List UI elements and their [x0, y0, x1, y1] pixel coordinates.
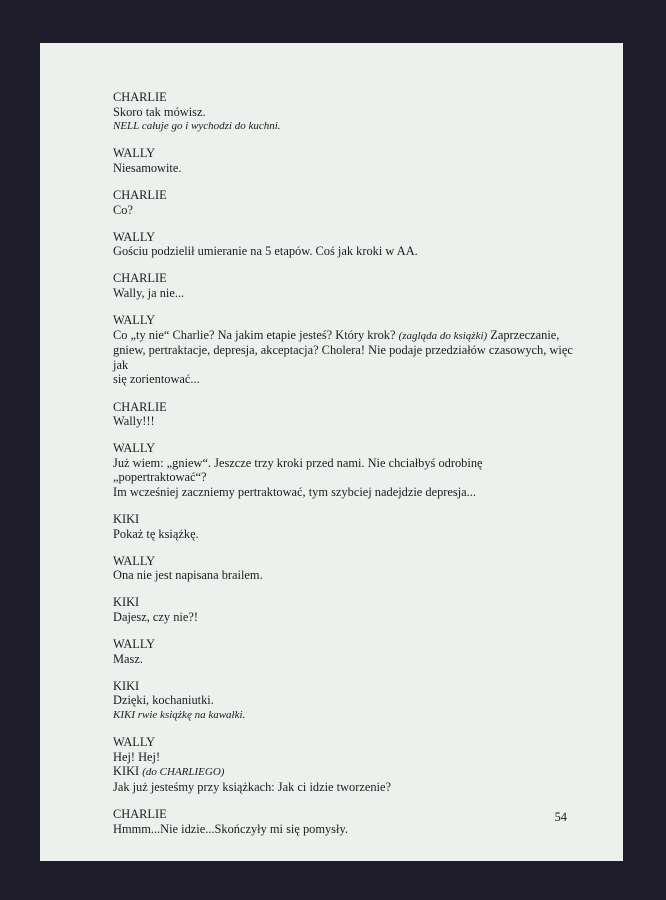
dialogue-line: się zorientować... — [113, 372, 200, 387]
speaker-name: WALLY — [113, 313, 156, 328]
dialogue-line: Wally, ja nie... — [113, 285, 185, 300]
page-number: 54 — [554, 810, 567, 824]
speaker-name: CHARLIE — [113, 187, 167, 202]
dialogue-block — [113, 400, 583, 429]
stage-direction: (do CHARLIEGO) — [142, 766, 225, 779]
speaker-name: WALLY — [113, 637, 156, 652]
dialogue-block — [113, 230, 583, 259]
stage-direction: (zagląda do książki) — [398, 329, 488, 342]
dialogue-block — [113, 271, 583, 300]
dialogue-line: Skoro tak mówisz. — [113, 104, 206, 119]
dialogue-block — [113, 441, 583, 499]
dialogue-line: Pokaż tę książkę. — [113, 526, 199, 541]
dialogue-block — [113, 679, 583, 723]
dialogue-line: Jak już jesteśmy przy książkach: Jak ci idzie tworzenie? — [113, 779, 391, 794]
stage-direction: KIKI rwie książkę na kawałki. — [113, 709, 246, 721]
dialogue-line: Gościu podzielił umieranie na 5 etapów. Coś jak kroki w AA. — [113, 244, 418, 259]
stage-direction: NELL całuje go i wychodzi do kuchni. — [113, 120, 281, 133]
speaker-name: WALLY — [113, 553, 156, 568]
dialogue-line: gniew, pertraktacje, depresja, akceptacja? Cholera! Nie podaje przedziałów czasowych, więc jak — [113, 343, 573, 372]
dialogue-block — [113, 735, 583, 794]
dialogue-block — [113, 637, 583, 666]
dialogue-block — [113, 554, 583, 583]
dialogue-line: Masz. — [113, 651, 143, 666]
script-text — [113, 90, 583, 849]
speaker-name: WALLY — [113, 146, 156, 161]
dialogue-line: „popertraktować“? — [113, 470, 207, 485]
dialogue-line: Hmmm...Nie idzie...Skończyły mi się pomysły. — [113, 821, 348, 836]
dialogue-block — [113, 146, 583, 175]
dialogue-line: Wally!!! — [113, 414, 155, 429]
dialogue-line: Hej! Hej! — [113, 749, 161, 764]
dialogue-text: Co „ty nie“ Charlie? Na jakim etapie jesteś? Który krok? — [113, 327, 399, 342]
dialogue-line: Niesamowite. — [113, 160, 182, 175]
speaker-name: KIKI — [113, 678, 140, 693]
dialogue-line: Ona nie jest napisana brailem. — [113, 568, 263, 583]
dialogue-line: Dzięki, kochaniutki. — [113, 693, 214, 708]
dialogue-line: Dajesz, czy nie?! — [113, 610, 198, 625]
dialogue-block — [113, 512, 583, 541]
speaker-name: KIKI — [113, 764, 140, 779]
speaker-line — [113, 764, 583, 780]
dialogue-line: Już wiem: „gniew“. Jeszcze trzy kroki przed nami. Nie chciałbyś odrobinę — [113, 455, 483, 470]
speaker-name: CHARLIE — [113, 399, 167, 414]
speaker-name: CHARLIE — [113, 806, 167, 821]
speaker-name: CHARLIE — [113, 271, 167, 286]
dialogue-block — [113, 313, 583, 387]
speaker-name: WALLY — [113, 229, 156, 244]
speaker-name: WALLY — [113, 441, 156, 456]
speaker-name: KIKI — [113, 595, 140, 610]
dialogue-line: Co? — [113, 202, 133, 217]
speaker-name: CHARLIE — [113, 90, 167, 104]
dialogue-line — [113, 328, 583, 344]
dialogue-block — [113, 90, 583, 134]
script-page — [40, 43, 623, 861]
dialogue-block — [113, 188, 583, 217]
speaker-name: KIKI — [113, 512, 140, 527]
speaker-name: WALLY — [113, 735, 156, 750]
dialogue-block — [113, 807, 583, 836]
dialogue-block — [113, 595, 583, 624]
dialogue-line: Im wcześniej zaczniemy pertraktować, tym szybciej nadejdzie depresja... — [113, 484, 476, 499]
dialogue-text: Zaprzeczanie, — [487, 327, 560, 342]
